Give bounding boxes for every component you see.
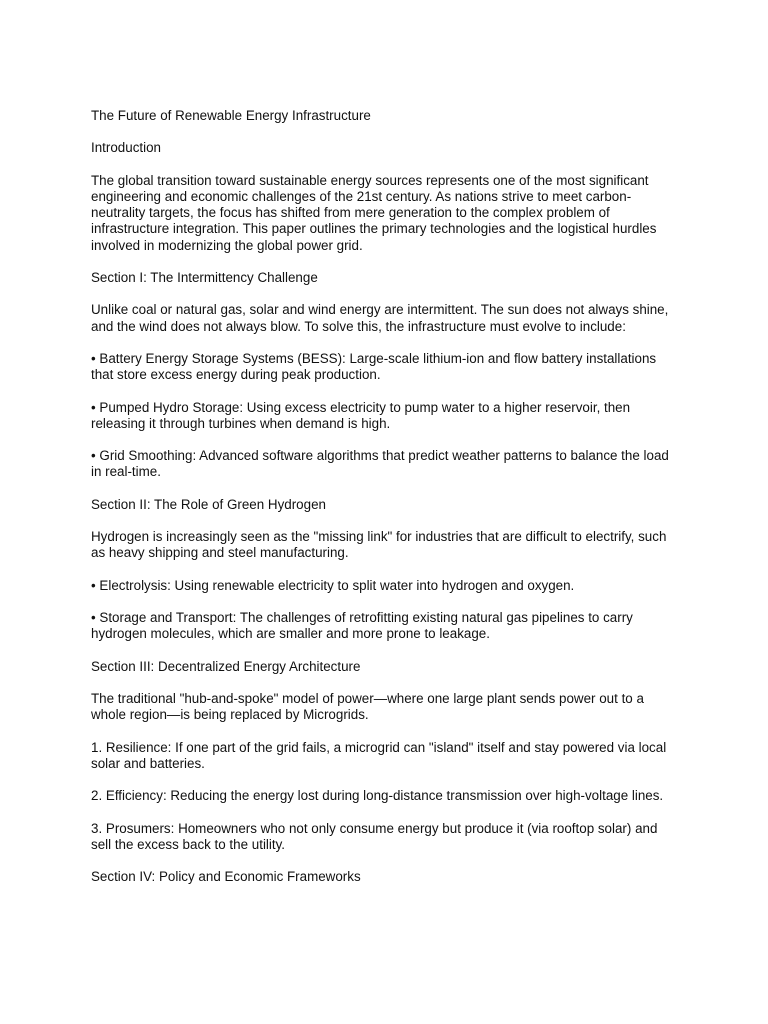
introduction-heading: Introduction [91, 140, 161, 156]
document-title: The Future of Renewable Energy Infrastructure [91, 108, 371, 123]
section-1-bullet-pumped-hydro: • Pumped Hydro Storage: Using excess electricity to pump water to a higher reservoir, then releasing it through turbines when demand is high. [91, 399, 631, 431]
section-1-bullet-bess: • Battery Energy Storage Systems (BESS): Large-scale lithium-ion and flow battery installations that store excess energy during peak production. [91, 350, 657, 383]
section-1-bullet-grid-smoothing: • Grid Smoothing: Advanced software algorithms that predict weather patterns to balance the load in real-time. [91, 448, 669, 480]
section-1-intro: Unlike coal or natural gas, solar and wind energy are intermittent. The sun does not always shine, and the wind does not always blow. To solve this, the infrastructure must evolve to include: [91, 302, 669, 334]
section-3-item-efficiency: 2. Efficiency: Reducing the energy lost during long-distance transmission over high-voltage lines. [91, 788, 664, 804]
introduction-paragraph: The global transition toward sustainable energy sources represents one of the most significant engineering and economic challenges of the 21st century. As nations strive to meet carbon-neutrality targets, the focus has shifted from mere generation to the complex problem of infrastructure integration. This paper outlines the primary technologies and the logistical hurdles involved in modernizing the global power grid. [91, 172, 657, 253]
section-2-heading: Section II: The Role of Green Hydrogen [91, 496, 326, 512]
section-2-intro: Hydrogen is increasingly seen as the "missing link" for industries that are difficult to electrify, such as heavy shipping and steel manufacturing. [91, 529, 667, 561]
section-2-bullet-electrolysis: • Electrolysis: Using renewable electricity to split water into hydrogen and oxygen. [91, 577, 575, 593]
section-4-heading: Section IV: Policy and Economic Frameworks [91, 869, 361, 885]
section-3-item-prosumers: 3. Prosumers: Homeowners who not only consume energy but produce it (via rooftop solar) and sell the excess back to the utility. [91, 820, 658, 852]
section-2-bullet-storage-transport: • Storage and Transport: The challenges of retrofitting existing natural gas pipelines to carry hydrogen molecules, which are smaller and more prone to leakage. [91, 610, 633, 642]
document-body [91, 108, 681, 902]
section-3-heading: Section III: Decentralized Energy Architecture [91, 658, 361, 674]
section-3-intro: The traditional "hub-and-spoke" model of power—where one large plant sends power out to a whole region—is being replaced by Microgrids. [91, 691, 644, 723]
section-1-heading: Section I: The Intermittency Challenge [91, 269, 318, 285]
section-3-item-resilience: 1. Resilience: If one part of the grid fails, a microgrid can "island" itself and stay powered via local solar and batteries. [91, 739, 667, 771]
